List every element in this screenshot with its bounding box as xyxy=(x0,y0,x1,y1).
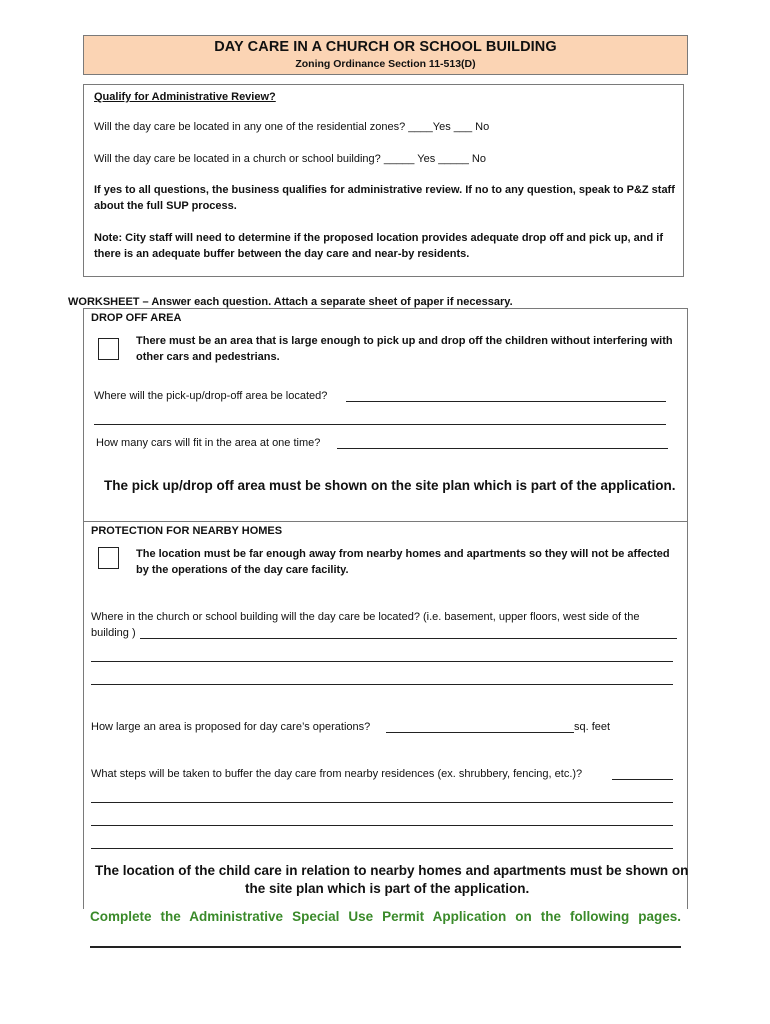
qualify-question-church-school: Will the day care be located in a church or school building? _____ Yes _____ No xyxy=(94,153,486,165)
protection-site-plan-note-line2: the site plan which is part of the application. xyxy=(245,881,530,896)
protection-buffer-answer-line-4[interactable] xyxy=(91,848,673,849)
section-divider xyxy=(83,521,687,522)
drop-off-requirement-line1: There must be an area that is large enough to pick up and drop off the children without interfering with xyxy=(136,335,673,347)
protection-buffer-answer-line-3[interactable] xyxy=(91,825,673,826)
protection-requirement-line1: The location must be far enough away from nearby homes and apartments so they will not be affected xyxy=(136,548,670,560)
drop-off-site-plan-note: The pick up/drop off area must be shown on the site plan which is part of the application. xyxy=(104,478,676,493)
drop-off-location-answer-line[interactable] xyxy=(346,401,666,402)
header-box xyxy=(83,35,688,75)
protection-where-answer-line-3[interactable] xyxy=(91,684,673,685)
qualify-yes-note-line1: If yes to all questions, the business qualifies for administrative review. If no to any question, speak to P&Z staff xyxy=(94,184,675,196)
qualify-section xyxy=(83,84,684,277)
qualify-staff-note-line1: Note: City staff will need to determine if the proposed location provides adequate drop off and pick up, and if xyxy=(94,232,663,244)
protection-where-question-line2: building ) xyxy=(91,627,136,639)
protection-area-unit: sq. feet xyxy=(574,721,611,733)
bottom-rule xyxy=(90,946,681,948)
protection-heading: PROTECTION FOR NEARBY HOMES xyxy=(91,525,283,537)
drop-off-location-answer-line-2[interactable] xyxy=(94,424,666,425)
protection-site-plan-note-line1: The location of the child care in relation to nearby homes and apartments must be shown on xyxy=(95,863,689,878)
protection-where-question-line1: Where in the church or school building will the day care be located? (i.e. basement, upper floors, west side of the xyxy=(91,611,640,623)
protection-checkbox[interactable] xyxy=(98,547,119,569)
protection-area-answer-line[interactable] xyxy=(386,732,574,733)
protection-area-question: How large an area is proposed for day care’s operations? xyxy=(91,721,371,733)
protection-buffer-question: What steps will be taken to buffer the day care from nearby residences (ex. shrubbery, fencing, etc.)? xyxy=(91,768,583,780)
qualify-heading: Qualify for Administrative Review? xyxy=(94,91,276,103)
qualify-staff-note-line2: there is an adequate buffer between the day care and near-by residents. xyxy=(94,248,470,260)
drop-off-heading: DROP OFF AREA xyxy=(91,312,182,324)
page-title: DAY CARE IN A CHURCH OR SCHOOL BUILDING xyxy=(214,39,557,55)
qualify-yes-note-line2: about the full SUP process. xyxy=(94,200,237,212)
protection-where-answer-line[interactable] xyxy=(140,638,677,639)
protection-buffer-answer-line-2[interactable] xyxy=(91,802,673,803)
footer-instruction: Complete the Administrative Special Use Permit Application on the following pages. xyxy=(90,909,681,924)
protection-buffer-answer-line[interactable] xyxy=(612,779,673,780)
drop-off-cars-question: How many cars will fit in the area at one time? xyxy=(96,437,321,449)
protection-where-answer-line-2[interactable] xyxy=(91,661,673,662)
qualify-question-residential-zone: Will the day care be located in any one of the residential zones? ____Yes ___ No xyxy=(94,121,490,133)
drop-off-requirement-line2: other cars and pedestrians. xyxy=(136,351,280,363)
drop-off-location-question: Where will the pick-up/drop-off area be located? xyxy=(94,390,328,402)
page-subtitle: Zoning Ordinance Section 11-513(D) xyxy=(295,58,476,70)
drop-off-checkbox[interactable] xyxy=(98,338,119,360)
drop-off-cars-answer-line[interactable] xyxy=(337,448,668,449)
protection-requirement-line2: by the operations of the day care facility. xyxy=(136,564,349,576)
worksheet-label: WORKSHEET – Answer each question. Attach a separate sheet of paper if necessary. xyxy=(68,296,513,308)
